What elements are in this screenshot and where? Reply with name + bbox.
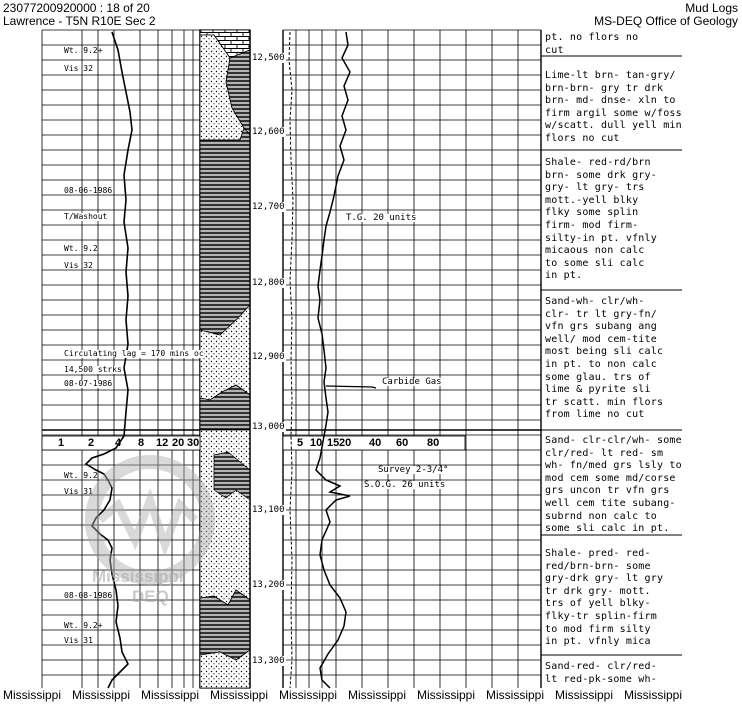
footer-label: Mississippi xyxy=(3,688,62,702)
watermark-text: DEQ xyxy=(132,587,169,606)
lithology-description: pt. no flors no cut xyxy=(545,32,639,56)
left-scale-tick: 20 xyxy=(172,437,185,449)
mud-weight-note: Wt. 9.2 xyxy=(64,244,98,253)
footer-label: Mississippi xyxy=(210,688,269,702)
lithology-description: Sand- clr-clr/wh- some clr/red- lt red- sm wh- fn/med grs lsly to mod cem some md/corse grs uncon tr vfn grs well cem tite subang- subrnd non calc to some sli calc in pt. xyxy=(545,435,682,535)
lithology-description: Shale- pred- red- red/brn-brn- some gry-drk gry- lt gry tr drk gry- mott. trs of yell blky- flky-tr splin-firm to mod firm silty in pt. vfnly mica xyxy=(545,548,664,648)
strokes-note: 14,500 strks xyxy=(64,365,122,374)
viscosity-note: Vis 32 xyxy=(64,64,93,73)
depth-label: 13,200 xyxy=(252,580,285,590)
gas-scale-tick: 80 xyxy=(427,437,440,449)
left-scale-tick: 12 xyxy=(156,437,169,449)
left-scale-tick: 4 xyxy=(115,437,122,449)
date-note: 08-07-1986 xyxy=(64,379,113,388)
watermark-text: Mississippi xyxy=(92,567,184,586)
circulation-note: Circulating lag = 170 mins oc xyxy=(64,349,204,358)
lithology-description: Lime-lt brn- tan-gry/ brn-brn- gry tr drk brn- md- dnse- xln to firm argil some w/foss w/scatt. dull yell min flors no cut xyxy=(545,70,682,144)
agency: MS-DEQ Office of Geology xyxy=(594,14,738,28)
total-gas-note: T.G. 20 units xyxy=(346,213,417,223)
left-scale-tick: 30 xyxy=(187,437,200,449)
footer-label: Mississippi xyxy=(279,688,338,702)
sog-note: S.O.G. 26 units xyxy=(364,480,446,490)
depth-label: 12,600 xyxy=(252,127,285,137)
left-track-grid xyxy=(42,30,200,688)
footer-label: Mississippi xyxy=(348,688,407,702)
mud-weight-note: Wt. 9.2+ xyxy=(64,46,103,55)
footer-label: Mississippi xyxy=(624,688,683,702)
well-location: Lawrence - T5N R10E Sec 2 xyxy=(3,14,156,28)
gas-scale-tick: 60 xyxy=(396,437,409,449)
gas-scale-tick: 10 xyxy=(310,437,323,449)
well-id: 23077200920000 : 18 of 20 xyxy=(3,1,150,15)
carbide-gas-note: Carbide Gas xyxy=(382,377,442,387)
depth-label: 13,100 xyxy=(252,505,285,515)
footer-label: Mississippi xyxy=(141,688,200,702)
trip-note: T/Washout xyxy=(64,212,108,221)
mud-weight-note: Wt. 9.2 xyxy=(64,471,98,480)
lithology-description: Sand-wh- clr/wh- clr- tr lt gry-fn/ vfn grs subang ang well/ mod cem-tite most being sli calc in pt. to non calc some glau. trs of lime & pyrite sli tr scatt. min flors from lime no cut xyxy=(545,296,664,421)
lithology-description: Sand-red- clr/red- lt red-pk-some wh- xyxy=(545,661,657,685)
viscosity-note: Vis 31 xyxy=(64,487,93,496)
depth-label: 12,700 xyxy=(252,202,285,212)
footer-label: Mississippi xyxy=(555,688,614,702)
log-type: Mud Logs xyxy=(685,1,738,15)
footer-label: Mississippi xyxy=(486,688,545,702)
depth-label: 12,900 xyxy=(252,352,285,362)
left-scale-tick: 2 xyxy=(88,437,95,449)
survey-note: Survey 2-3/4° xyxy=(378,465,449,475)
left-scale-tick: 1 xyxy=(58,437,65,449)
viscosity-note: Vis 32 xyxy=(64,261,93,270)
lithology-description: Shale- red-rd/brn brn- some drk gry- gry- lt gry- trs mott.-yell blky flky some splin firm- mod firm- silty-in pt. vfnly micaous non calc to some sli calc in pt. xyxy=(545,157,657,282)
viscosity-note: Vis 31 xyxy=(64,636,93,645)
depth-label: 13,000 xyxy=(252,422,285,432)
gas-scale-tick: 5 xyxy=(297,437,304,449)
date-note: 08-06-1986 xyxy=(64,186,113,195)
footer-label: Mississippi xyxy=(72,688,131,702)
depth-label: 12,500 xyxy=(252,53,285,63)
depth-label: 13,300 xyxy=(252,656,285,666)
gas-scale-tick: 20 xyxy=(339,437,352,449)
date-note: 08-08-1986 xyxy=(64,591,113,600)
gas-scale-tick: 15 xyxy=(327,437,340,449)
left-scale-tick: 8 xyxy=(138,437,145,449)
depth-label: 12,800 xyxy=(252,278,285,288)
gas-scale-tick: 40 xyxy=(369,437,382,449)
footer-label: Mississippi xyxy=(417,688,476,702)
mud-weight-note: Wt. 9.2+ xyxy=(64,621,103,630)
